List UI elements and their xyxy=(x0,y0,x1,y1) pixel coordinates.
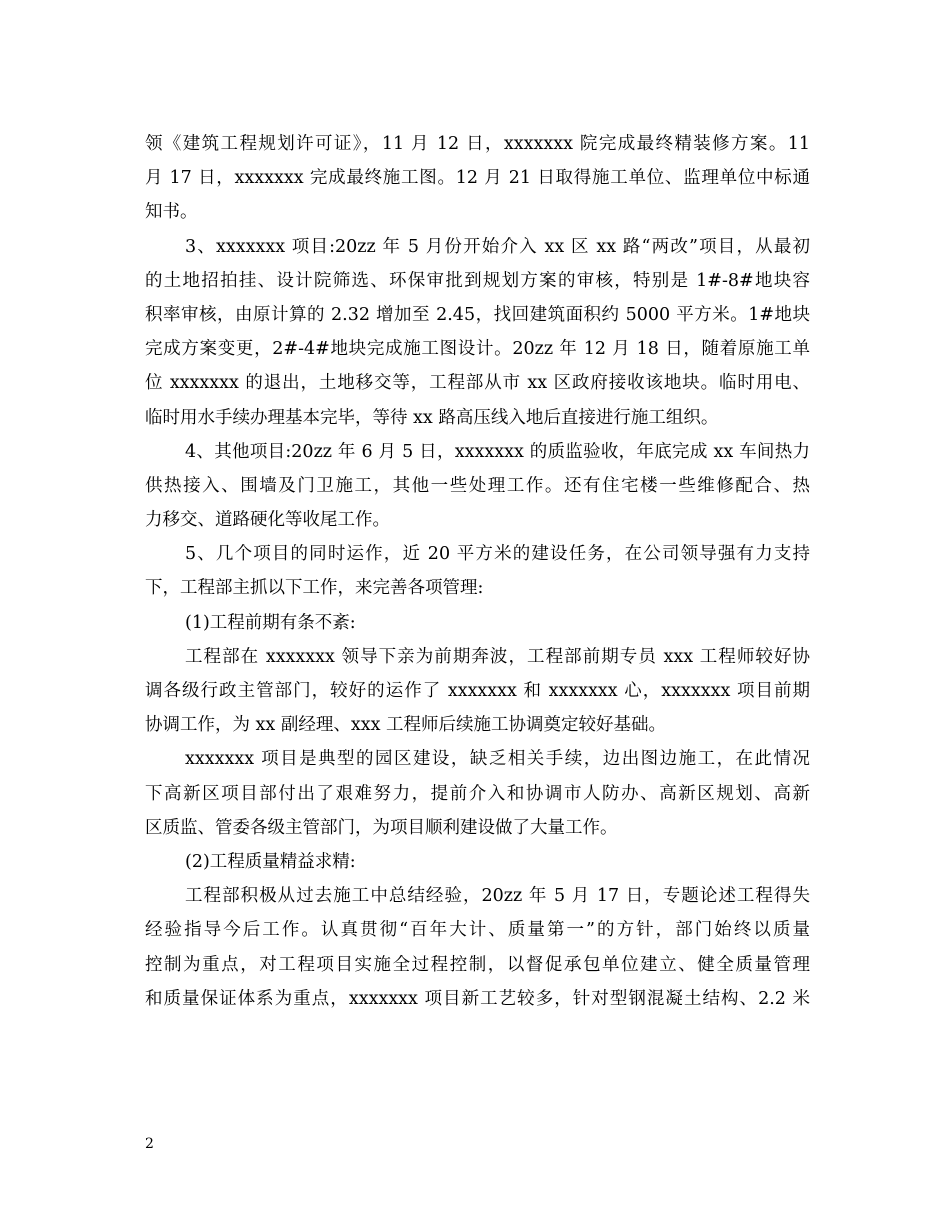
text-line: 积率审核，由原计算的 2.32 增加至 2.45，找回建筑面积约 5000 平方米。1#地块 xyxy=(145,304,810,325)
text-line: 经验指导今后工作。认真贯彻“百年大计、质量第一”的方针，部门始终以质量 xyxy=(145,920,810,941)
paragraph xyxy=(145,230,810,435)
section-heading xyxy=(145,606,810,640)
text-line: 协调工作，为 xx 副经理、xxx 工程师后续施工协调奠定较好基础。 xyxy=(145,715,667,736)
page-number: 2 xyxy=(145,1136,154,1152)
text-line: 的土地招拍挂、设计院筛选、环保审批到规划方案的审核，特别是 1#-8#地块容 xyxy=(145,270,810,291)
paragraph xyxy=(145,127,810,230)
text-line: 5、几个项目的同时运作，近 20 平方米的建设任务，在公司领导强有力支持 xyxy=(185,544,810,565)
text-line: 4、其他项目:20zz 年 6 月 5 日，xxxxxxx 的质监验收，年底完成 xx 车间热力 xyxy=(185,441,810,462)
text-line: 供热接入、围墙及门卫施工，其他一些处理工作。还有住宅楼一些维修配合、热 xyxy=(145,475,810,496)
body-text xyxy=(145,127,810,1016)
text-line: xxxxxxx 项目是典型的园区建设，缺乏相关手续，边出图边施工，在此情况 xyxy=(185,749,810,770)
text-line: 工程部在 xxxxxxx 领导下亲为前期奔波，工程部前期专员 xxx 工程师较好协 xyxy=(185,646,810,667)
text-line: 调各级行政主管部门，较好的运作了 xxxxxxx 和 xxxxxxx 心，xxxxxxx 项目前期 xyxy=(145,681,810,701)
text-line: 力移交、道路硬化等收尾工作。 xyxy=(145,510,390,531)
text-line: 知书。 xyxy=(145,202,198,223)
text-line: 位 xxxxxxx 的退出，土地移交等，工程部从市 xx 区政府接收该地块。临时用电、 xyxy=(145,373,810,394)
text-line: (1)工程前期有条不紊: xyxy=(185,612,356,633)
text-line: 临时用水手续办理基本完毕，等待 xx 路高压线入地后直接进行施工组织。 xyxy=(145,407,719,428)
text-line: (2)工程质量精益求精: xyxy=(185,851,356,872)
paragraph xyxy=(145,435,810,538)
text-line: 区质监、管委各级主管部门，为项目顺利建设做了大量工作。 xyxy=(145,817,618,838)
paragraph xyxy=(145,640,810,743)
section-heading xyxy=(145,845,810,879)
text-line: 和质量保证体系为重点，xxxxxxx 项目新工艺较多，针对型钢混凝土结构、2.2 米 xyxy=(145,988,810,1009)
paragraph xyxy=(145,742,810,845)
text-line: 工程部积极从过去施工中总结经验，20zz 年 5 月 17 日，专题论述工程得失 xyxy=(185,886,810,907)
text-line: 3、xxxxxxx 项目:20zz 年 5 月份开始介入 xx 区 xx 路“两改”项目，从最初 xyxy=(185,236,810,257)
text-line: 下高新区项目部付出了艰难努力，提前介入和协调市人防办、高新区规划、高新 xyxy=(145,783,810,804)
text-line: 月 17 日，xxxxxxx 完成最终施工图。12 月 21 日取得施工单位、监理单位中标通 xyxy=(145,168,810,189)
text-line: 下，工程部主抓以下工作，来完善各项管理: xyxy=(145,578,484,599)
text-line: 领《建筑工程规划许可证》，11 月 12 日，xxxxxxx 院完成最终精装修方案。11 xyxy=(145,134,810,154)
paragraph xyxy=(145,879,810,1016)
text-line: 完成方案变更，2#-4#地块完成施工图设计。20zz 年 12 月 18 日，随着原施工单 xyxy=(145,339,810,360)
paragraph xyxy=(145,537,810,605)
text-line: 控制为重点，对工程项目实施全过程控制，以督促承包单位建立、健全质量管理 xyxy=(145,954,810,975)
